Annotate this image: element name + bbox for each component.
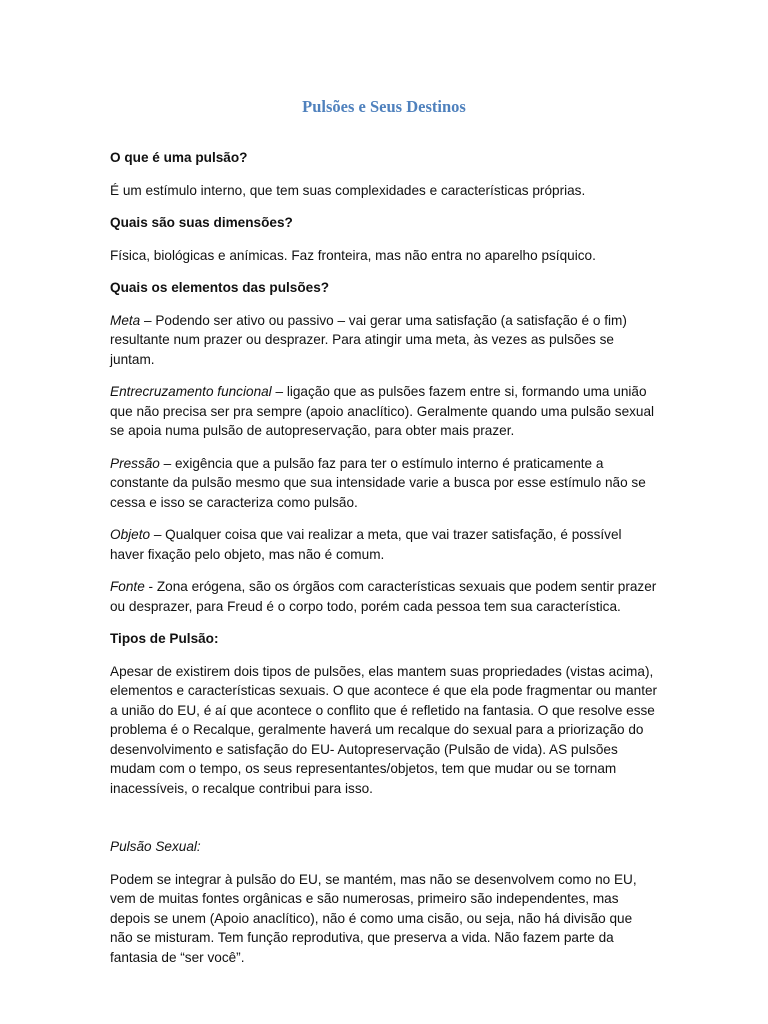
element-pressao: [110, 454, 658, 513]
document-body: [110, 148, 658, 980]
question-dimensions: Quais são suas dimensões?: [110, 215, 293, 230]
answer-dimensions: Física, biológicas e anímicas. Faz fronteira, mas não entra no aparelho psíquico.: [110, 247, 596, 263]
question-elements: Quais os elementos das pulsões?: [110, 280, 330, 295]
types-paragraph: Apesar de existirem dois tipos de pulsões, elas mantem suas propriedades (vistas acima), elementos e características sexuais. O que acontece é que ela pode fragmentar ou manter a união do EU, é aí que acontece o conflito que é refletido na fantasia. O que resolve esse problema é o Recalque, geralmente haverá um recalque do sexual para a priorização do desenvolvimento e satisfação do EU- Autopreservação (Pulsão de vida). AS pulsões mudam com o tempo, os seus representantes/objetos, tem que mudar ou se tornam inacessíveis, o recalque contribui para isso.: [110, 663, 658, 796]
element-text: - Zona erógena, são os órgãos com características sexuais que podem sentir prazer ou desprazer, para Freud é o corpo todo, porém cada pessoa tem sua característica.: [110, 579, 657, 614]
element-term: Fonte: [110, 579, 145, 594]
element-text: – Podendo ser ativo ou passivo – vai gerar uma satisfação (a satisfação é o fim) resultante num prazer ou desprazer. Para atingir uma meta, às vezes as pulsões se juntam.: [110, 312, 627, 367]
sexual-drive-paragraph: Podem se integrar à pulsão do EU, se mantém, mas não se desenvolvem como no EU, vem de muitas fontes orgânicas e são numerosas, primeiro são independentes, mas depois se unem (Apoio anaclítico), não é como uma cisão, ou seja, não há divisão que não se misturam. Tem função reprodutiva, que preserva a vida. Não fazem parte da fantasia de “ser você”.: [110, 871, 637, 965]
document-title: Pulsões e Seus Destinos: [302, 97, 466, 116]
element-term: Pressão: [110, 455, 160, 471]
element-term: Meta: [110, 312, 141, 328]
element-fonte: [110, 577, 658, 616]
element-meta: [110, 311, 658, 370]
element-term: Entrecruzamento funcional: [110, 384, 272, 399]
element-term: Objeto: [110, 527, 151, 542]
question-types: Tipos de Pulsão:: [110, 631, 219, 646]
element-text: – Qualquer coisa que vai realizar a meta, que vai trazer satisfação, é possível haver fixação pelo objeto, mas não é comum.: [110, 527, 622, 562]
spacer: [110, 811, 658, 837]
question-what-is-drive: O que é uma pulsão?: [110, 150, 248, 165]
element-text: – exigência que a pulsão faz para ter o estímulo interno é praticamente a constante da pulsão mesmo que sua intensidade varie a busca por esse estímulo não se cessa e isso se caracteriza como pulsão.: [110, 455, 646, 510]
section-sexual-drive: Pulsão Sexual:: [110, 839, 201, 854]
element-entrecruzamento: [110, 382, 658, 441]
element-text: – ligação que as pulsões fazem entre si, formando uma união que não precisa ser pra sempre (apoio anaclítico). Geralmente quando uma pulsão sexual se apoia numa pulsão de autopreservação, para obter mais prazer.: [110, 384, 655, 438]
element-objeto: [110, 525, 658, 564]
answer-what-is-drive: É um estímulo interno, que tem suas complexidades e características próprias.: [110, 182, 586, 198]
